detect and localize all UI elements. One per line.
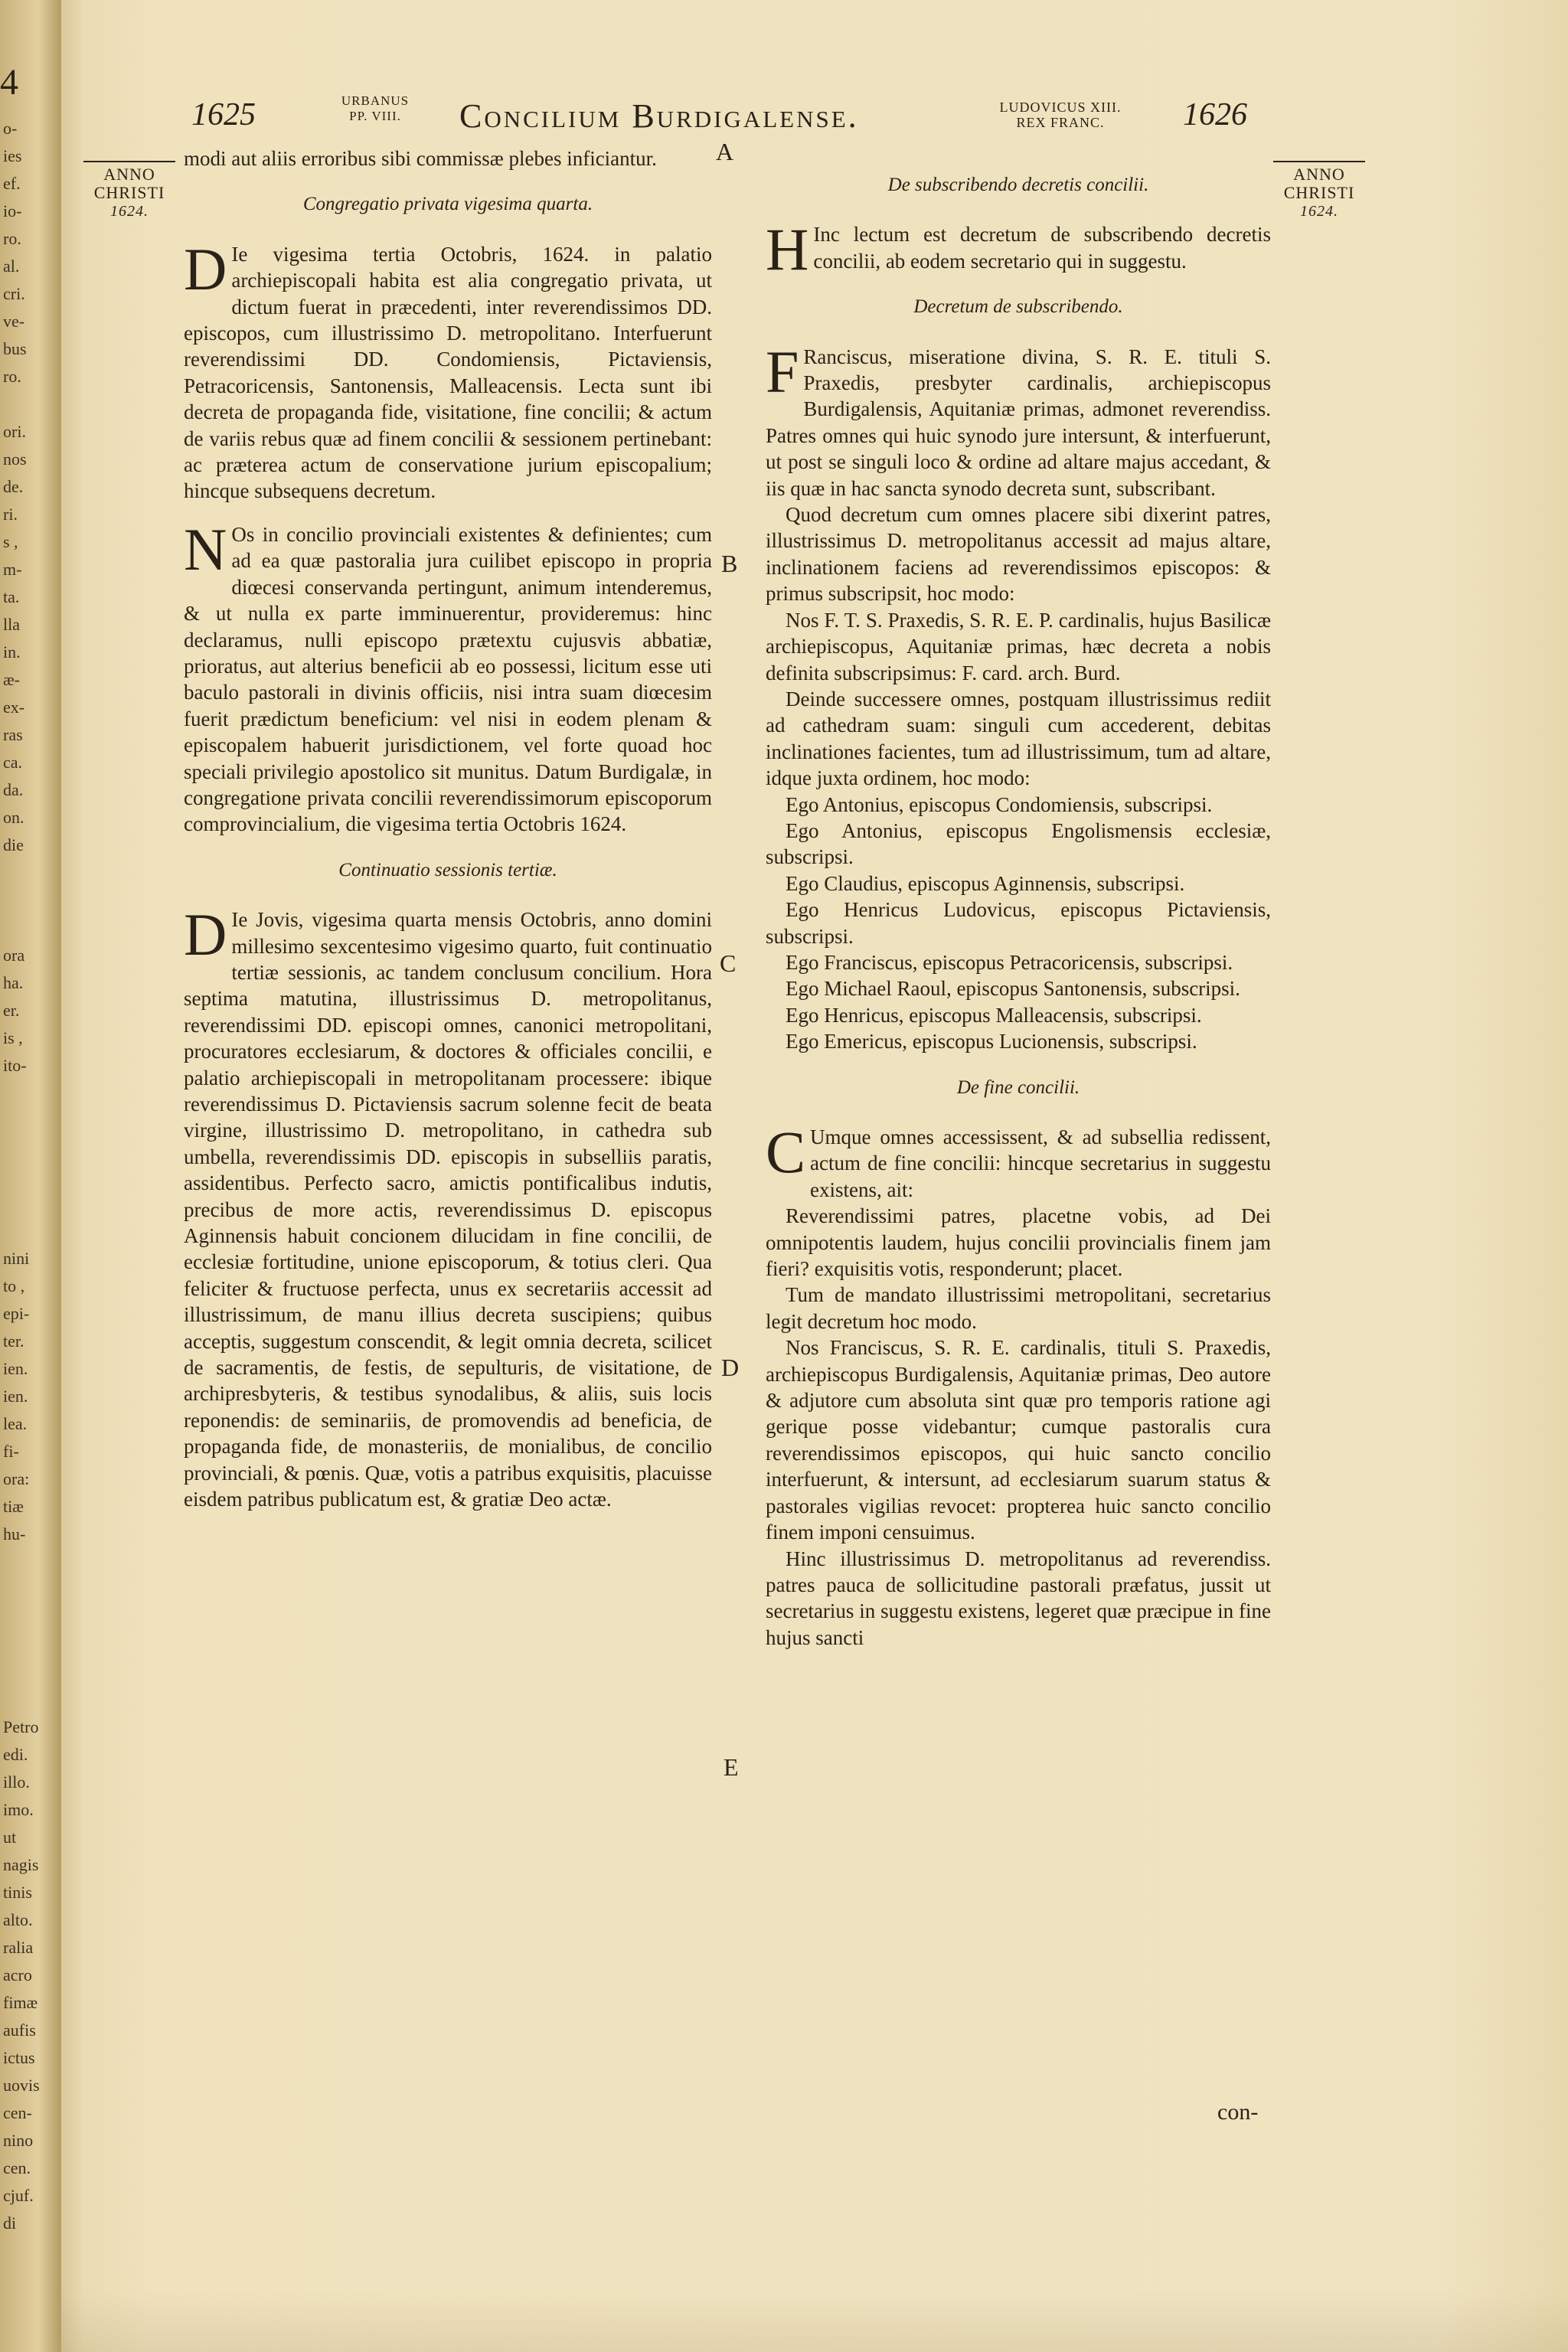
gutter-fragment: m- xyxy=(3,560,22,579)
gutter-fragment: uovis xyxy=(3,2076,40,2095)
section-marker-b: B xyxy=(721,550,738,577)
gutter-fragment: ien. xyxy=(3,1359,28,1378)
gutter-fragment: io- xyxy=(3,201,22,220)
gutter-fragment: ora: xyxy=(3,1469,30,1488)
closing-line: Tum de mandato illustrissimi metropolitani, secretarius legit decretum hoc modo. xyxy=(766,1283,1271,1333)
king-header: LUDOVICUS XIII. REX FRANC. xyxy=(999,100,1122,130)
gutter-fragment: tiæ xyxy=(3,1497,24,1516)
gutter-fragment: ictus xyxy=(3,2048,35,2067)
paragraph-cumque: C Umque omnes accessissent, & ad subsellia redissent, actum de fine concilii: hincque secretarius in suggestu existens, ait: xyxy=(766,1119,1271,1201)
heading-congregatio: Congregatio privata vigesima quarta. xyxy=(302,194,593,215)
gutter-fragment: ito- xyxy=(3,1056,27,1075)
gutter-fragment: æ- xyxy=(3,670,20,689)
gutter-fragment: ha. xyxy=(3,973,24,992)
subscription-line: Ego Franciscus, episcopus Petracoricensis, subscripsi. xyxy=(786,950,1233,974)
gutter-fragment: ca. xyxy=(3,753,23,772)
gutter-page-number: 4 xyxy=(0,62,18,103)
drop-cap: H xyxy=(766,216,809,283)
gutter-fragment: ri. xyxy=(3,505,18,524)
gutter-fragment: ut xyxy=(3,1828,17,1847)
subscription-line: Nos F. T. S. Praxedis, S. R. E. P. cardinalis, hujus Basilicæ archiepiscopus, Aquitaniæ primas, hæc decreta a nobis definita subscripsimus: F. card. arch. Burd. xyxy=(766,608,1271,684)
page-title: Concilium Burdigalense. xyxy=(459,97,859,135)
gutter-fragment: nos xyxy=(3,449,27,469)
paragraph-congregatio: D Ie vigesima tertia Octobris, 1624. in palatio archiepiscopali habita est alia congregatio privata, ut dictum fuerat in præcedenti, inter reverendissimos DD. episcopos, cum illustrissimo D. metropolitano. Interfuerunt reverendissimi DD. Condomiensis, Pictaviensis, Petracoricensis, Santonensis, Malleacensis. Lecta sunt ibi decreta de propaganda fide, visitatione, fine concilii; & actum de variis rebus quæ ad finem concilii & sessionem pertinebant: ac præterea actum de conservatione jurium episcopalium; hincque subsequens decretum. xyxy=(184,235,712,503)
gutter-fragment: cjuf. xyxy=(3,2186,34,2205)
subscription-line: Ego Henricus, episcopus Malleacensis, subscripsi. xyxy=(786,1003,1202,1027)
left-text-column xyxy=(184,145,712,1513)
gutter-fragment: ef. xyxy=(3,174,21,193)
right-column-number: 1626 xyxy=(1183,97,1247,132)
gutter-fragment: ve- xyxy=(3,312,25,331)
subscription-line: Deinde successere omnes, postquam illustrissimus rediit ad cathedram suam: singuli cum accederent, debitas inclinationes facientes, tum ad illustrissimum, tum ad altare, idque juxta ordinem, hoc modo: xyxy=(766,687,1271,790)
gutter-fragment: illo. xyxy=(3,1772,30,1792)
drop-cap: C xyxy=(766,1119,806,1185)
gutter-fragment: di xyxy=(3,2213,17,2233)
opening-text: modi aut aliis erroribus sibi commissæ plebes inficiantur. xyxy=(184,147,657,170)
drop-cap: F xyxy=(766,338,799,405)
anno-rule xyxy=(1273,161,1365,162)
gutter-fragment: aufis xyxy=(3,2020,36,2040)
heading-continuatio: Continuatio sessionis tertiæ. xyxy=(338,859,557,880)
gutter-fragment: imo. xyxy=(3,1800,34,1819)
gutter-fragment: lla xyxy=(3,615,20,634)
gutter-fragment: ien. xyxy=(3,1387,28,1406)
subscription-line: Ego Antonius, episcopus Engolismensis ecclesiæ, subscripsi. xyxy=(766,818,1271,869)
section-marker-d: D xyxy=(721,1354,740,1381)
gutter-fragment: ori. xyxy=(3,422,26,441)
closing-line: Reverendissimi patres, placetne vobis, ad Dei omnipotentis laudem, hujus concilii provincialis finem jam fieri? exquisitis votis, responderunt; placet. xyxy=(766,1204,1271,1281)
gutter-fragment: ter. xyxy=(3,1331,24,1351)
gutter-fragment: bus xyxy=(3,339,27,358)
right-margin-year: ANNO CHRISTI 1624. xyxy=(1269,161,1369,220)
gutter-fragment: nini xyxy=(3,1249,30,1268)
catchword: con- xyxy=(1217,2099,1259,2125)
gutter-fragment: o- xyxy=(3,119,18,138)
gutter-fragment: to , xyxy=(3,1276,25,1295)
heading-decretum: Decretum de subscribendo. xyxy=(913,296,1123,318)
running-header xyxy=(0,90,1568,152)
gutter-fragment: ora xyxy=(3,946,25,965)
gutter-fragment: on. xyxy=(3,808,24,827)
gutter-fragment: in. xyxy=(3,642,21,662)
gutter-previous-page xyxy=(0,0,63,2352)
left-column-number: 1625 xyxy=(191,97,256,132)
gutter-fragment: al. xyxy=(3,256,20,276)
pope-header: URBANUS PP. VIII. xyxy=(341,93,410,123)
gutter-fragment: ex- xyxy=(3,697,25,717)
closing-line: Hinc illustrissimus D. metropolitanus ad reverendiss. patres pauca de sollicitudine pastorali præfatus, jussit ut secretarius in suggestu existens, legeret quæ præcipue in fine hujus sancti xyxy=(766,1547,1271,1649)
gutter-fragment: Petro xyxy=(3,1717,39,1736)
section-marker-a: A xyxy=(716,138,734,165)
subscription-line: Quod decretum cum omnes placere sibi dixerint patres, illustrissimus D. metropolitanus accessit ad majus altare, inclinationem faciens ad reverendissimos episcopos: & primus subscripsit, hoc modo: xyxy=(766,503,1271,606)
left-margin-year: ANNO CHRISTI 1624. xyxy=(80,161,179,220)
gutter-fragment: is , xyxy=(3,1028,23,1047)
gutter-fragment: ro. xyxy=(3,229,21,248)
drop-cap: D xyxy=(184,901,227,969)
gutter-fragment: nino xyxy=(3,2131,34,2150)
gutter-fragment: nagis xyxy=(3,1855,39,1874)
gutter-fragment: lea. xyxy=(3,1414,28,1433)
paragraph-continuatio: D Ie Jovis, vigesima quarta mensis Octobris, anno domini millesimo sexcentesimo vigesimo quarto, fuit continuatio tertiæ sessionis, ac tandem conclusum concilium. Hora septima matutina, illustrissimus D. metropolitanus, reverendissimi DD. episcopi omnes, canonici metropolitani, procuratores ecclesiarum, & doctores & officiales concilii, e palatio archiepiscopali in metropolitanam processere: ibique reverendissimus D. Pictaviensis sacrum solenne fecit de beata virgine, illustrissimo D. metropolitano, in cathedra sub umbella, reverendissimis DD. episcopis in subselliis paratis, assidentibus. Perfecto sacro, amictis pontificalibus indutis, precibus de more actis, reverendissimus D. episcopus Aginnensis habuit concionem dilucidam in fine concilii, de ecclesiæ fortitudine, unione episcoporum, & totius cleri. Qua feliciter & fructuose perfecta, unus ex secretariis accessit ad illustrissimum, de manu illius decreta suscipiens; quibus acceptis, suggestum conscendit, & legit omnia decreta, scilicet de sacramentis, de festis, de sepulturis, de visitatione, de archipresbyteris, & testibus synodalibus, & aliis, suis locis reponendis: de seminariis, de promovendis ad beneficia, de propaganda fide, de monasteriis, de monialibus, de concilio provinciali, & pœnis. Quæ, votis a patribus exquisitis, placuisse eisdem patribus publicatum est, & gratiæ Deo actæ. xyxy=(184,901,712,1511)
gutter-fragment: ies xyxy=(3,146,22,165)
gutter-fragment: fimæ xyxy=(3,1993,38,2012)
gutter-fragment: ralia xyxy=(3,1938,34,1957)
paragraph-decretum: N Os in concilio provinciali existentes & definientes; cum ad ea quæ pastoralia jura cuilibet episcopo in propria diœcesi conservanda pertingunt, animum intenderemus, & ut nulla ex parte imminuerentur, provideremus: hinc declaramus, nulli episcopo prætextu cujusvis abbatiæ, prioratus, aut alterius beneficii ab eo possessi, licitum esse uti baculo pastorali in divinis officiis, nisi intra suam diœcesim fuerit prædictum beneficium: vel nisi in eodem plenam & episcopalem habuerit jurisdictionem, vel forte quoad hoc speciali privilegio apostolico sit munitus. Datum Burdigalæ, in congregatione privata concilii reverendissimorum episcoporum comprovincialium, die vigesima tertia Octobris 1624. xyxy=(184,515,712,836)
gutter-fragment: ta. xyxy=(3,587,20,606)
subscription-line: Ego Michael Raoul, episcopus Santonensis, subscripsi. xyxy=(786,977,1240,1001)
gutter-fragment: ro. xyxy=(3,367,21,386)
subscription-line: Ego Emericus, episcopus Lucionensis, subscripsi. xyxy=(786,1030,1197,1054)
heading-de-fine: De fine concilii. xyxy=(956,1076,1080,1098)
section-marker-e: E xyxy=(724,1753,739,1781)
subscription-list xyxy=(766,501,1271,1055)
gutter-fragment: da. xyxy=(3,780,24,799)
paragraph-franciscus: F Ranciscus, miseratione divina, S. R. E. tituli S. Praxedis, presbyter cardinalis, archiepiscopus Burdigalensis, Aquitaniæ primas, admonet reverendiss. Patres omnes qui huic synodo jure intersunt, & interfuerunt, ut post se singuli loco & ordine ad altare majus accedant, & iis quæ in hac sancta synodo decreta sunt, subscribant. xyxy=(766,338,1271,500)
closing-paragraphs xyxy=(766,1203,1271,1651)
gutter-fragment: hu- xyxy=(3,1524,26,1544)
heading-de-subscribendo: De subscribendo decretis concilii. xyxy=(887,175,1149,195)
subscription-line: Ego Claudius, episcopus Aginnensis, subscripsi. xyxy=(786,871,1185,895)
gutter-fragment: die xyxy=(3,835,24,854)
subscription-line: Ego Henricus Ludovicus, episcopus Pictaviensis, subscripsi. xyxy=(766,898,1271,948)
gutter-fragment: cen- xyxy=(3,2103,32,2122)
gutter-fragment: er. xyxy=(3,1001,20,1020)
closing-line: Nos Franciscus, S. R. E. cardinalis, tituli S. Praxedis, archiepiscopus Burdigalensis, Aquitaniæ primas, Deo autore & adjutore cum absoluta sint quæ pro temporis ratione agi gerique posse videbantur; cumque pastoralis cura reverendissimos episcopos, qui huic sancto concilio interfuerunt, & intersunt, ad ecclesiarum suarum status & pastorales vigilias revocet: propterea huic sancto concilio finem imponi censuimus. xyxy=(766,1336,1271,1544)
gutter-fragment: edi. xyxy=(3,1745,28,1764)
section-marker-c: C xyxy=(720,949,737,977)
drop-cap: N xyxy=(184,515,227,583)
gutter-fragment: acro xyxy=(3,1965,32,1984)
gutter-fragment: de. xyxy=(3,477,24,496)
gutter-fragment: cri. xyxy=(3,284,25,303)
gutter-fragment: fi- xyxy=(3,1442,19,1461)
gutter-fragment: tinis xyxy=(3,1883,32,1902)
gutter-fragment: alto. xyxy=(3,1910,33,1929)
subscription-line: Ego Antonius, episcopus Condomiensis, subscripsi. xyxy=(786,792,1213,816)
anno-rule xyxy=(83,161,175,162)
gutter-fragment: s , xyxy=(3,532,18,551)
drop-cap: D xyxy=(184,235,227,302)
right-text-column xyxy=(766,172,1271,1651)
gutter-fragment: ras xyxy=(3,725,23,744)
gutter-fragment: cen. xyxy=(3,2158,31,2177)
paragraph-hinc: H Inc lectum est decretum de subscribendo decretis concilii, ab eodem secretario qui in suggestu. xyxy=(766,216,1271,283)
gutter-fragment: epi- xyxy=(3,1304,30,1323)
page-shadow xyxy=(61,2291,1568,2352)
